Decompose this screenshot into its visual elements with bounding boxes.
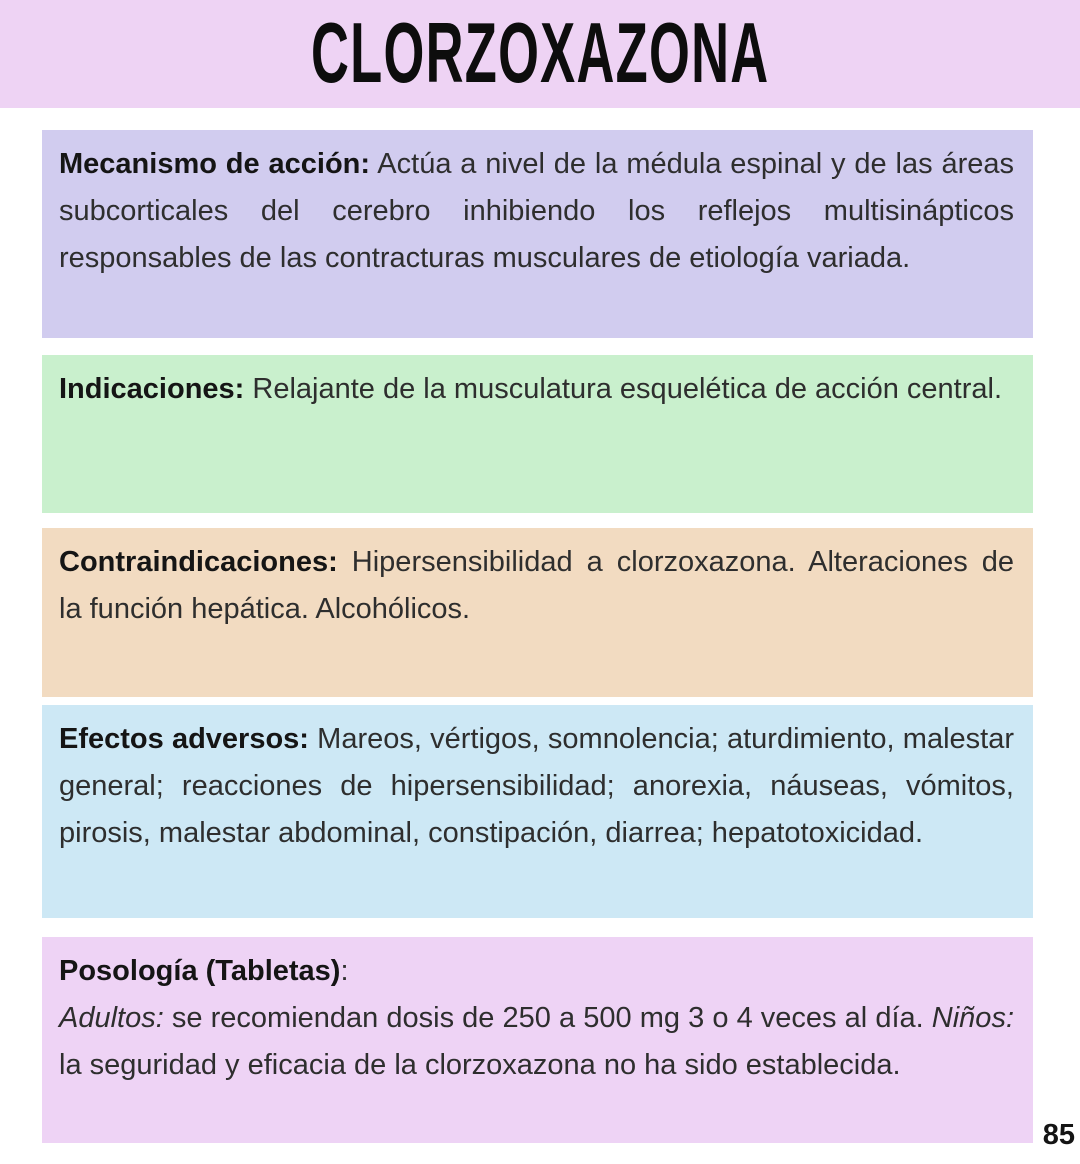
content-area bbox=[42, 130, 1033, 1143]
section-label-efectos-adversos: Efectos adversos: bbox=[59, 723, 309, 755]
page-title: CLORZOXAZONA bbox=[310, 6, 770, 101]
section-efectos-adversos bbox=[42, 705, 1033, 918]
posologia-children-text: la seguridad y eficacia de la clorzoxazona no ha sido establecida. bbox=[59, 1049, 901, 1081]
posologia-body-text bbox=[59, 995, 1014, 1089]
section-contraindicaciones bbox=[42, 528, 1033, 697]
posologia-adults-text: se recomiendan dosis de 250 a 500 mg 3 o 4 veces al día. bbox=[163, 1002, 932, 1034]
section-label-indicaciones: Indicaciones: bbox=[59, 373, 245, 405]
posologia-children-label: Niños: bbox=[931, 1002, 1014, 1034]
section-label-contraindicaciones: Contraindicaciones: bbox=[59, 546, 338, 578]
section-text-contraindicaciones: Hipersensibilidad a clorzoxazona. Alteraciones de la función hepática. Alcohólicos. bbox=[59, 546, 1014, 625]
posologia-label-colon: : bbox=[340, 955, 349, 987]
section-label-posologia bbox=[59, 948, 1014, 995]
page-number: 85 bbox=[1042, 1119, 1075, 1151]
posologia-adults-label: Adultos: bbox=[59, 1002, 164, 1034]
section-indicaciones bbox=[42, 355, 1033, 513]
section-text-efectos-adversos: Mareos, vértigos, somnolencia; aturdimiento, malestar general; reacciones de hipersensibilidad; anorexia, náuseas, vómitos, pirosis, malestar abdominal, constipación, diarrea; hepatotoxicidad. bbox=[59, 723, 1015, 849]
page-header bbox=[0, 0, 1080, 108]
posologia-label-text: Posología (Tabletas) bbox=[59, 955, 341, 987]
section-mecanismo-de-accion bbox=[42, 130, 1033, 338]
section-posologia bbox=[42, 937, 1033, 1143]
section-text-mecanismo: Actúa a nivel de la médula espinal y de las áreas subcorticales del cerebro inhibiendo los reflejos multisinápticos responsables de las contracturas musculares de etiología variada. bbox=[59, 148, 1014, 274]
section-label-mecanismo: Mecanismo de acción: bbox=[59, 148, 371, 180]
section-text-indicaciones: Relajante de la musculatura esquelética de acción central. bbox=[252, 373, 1003, 405]
